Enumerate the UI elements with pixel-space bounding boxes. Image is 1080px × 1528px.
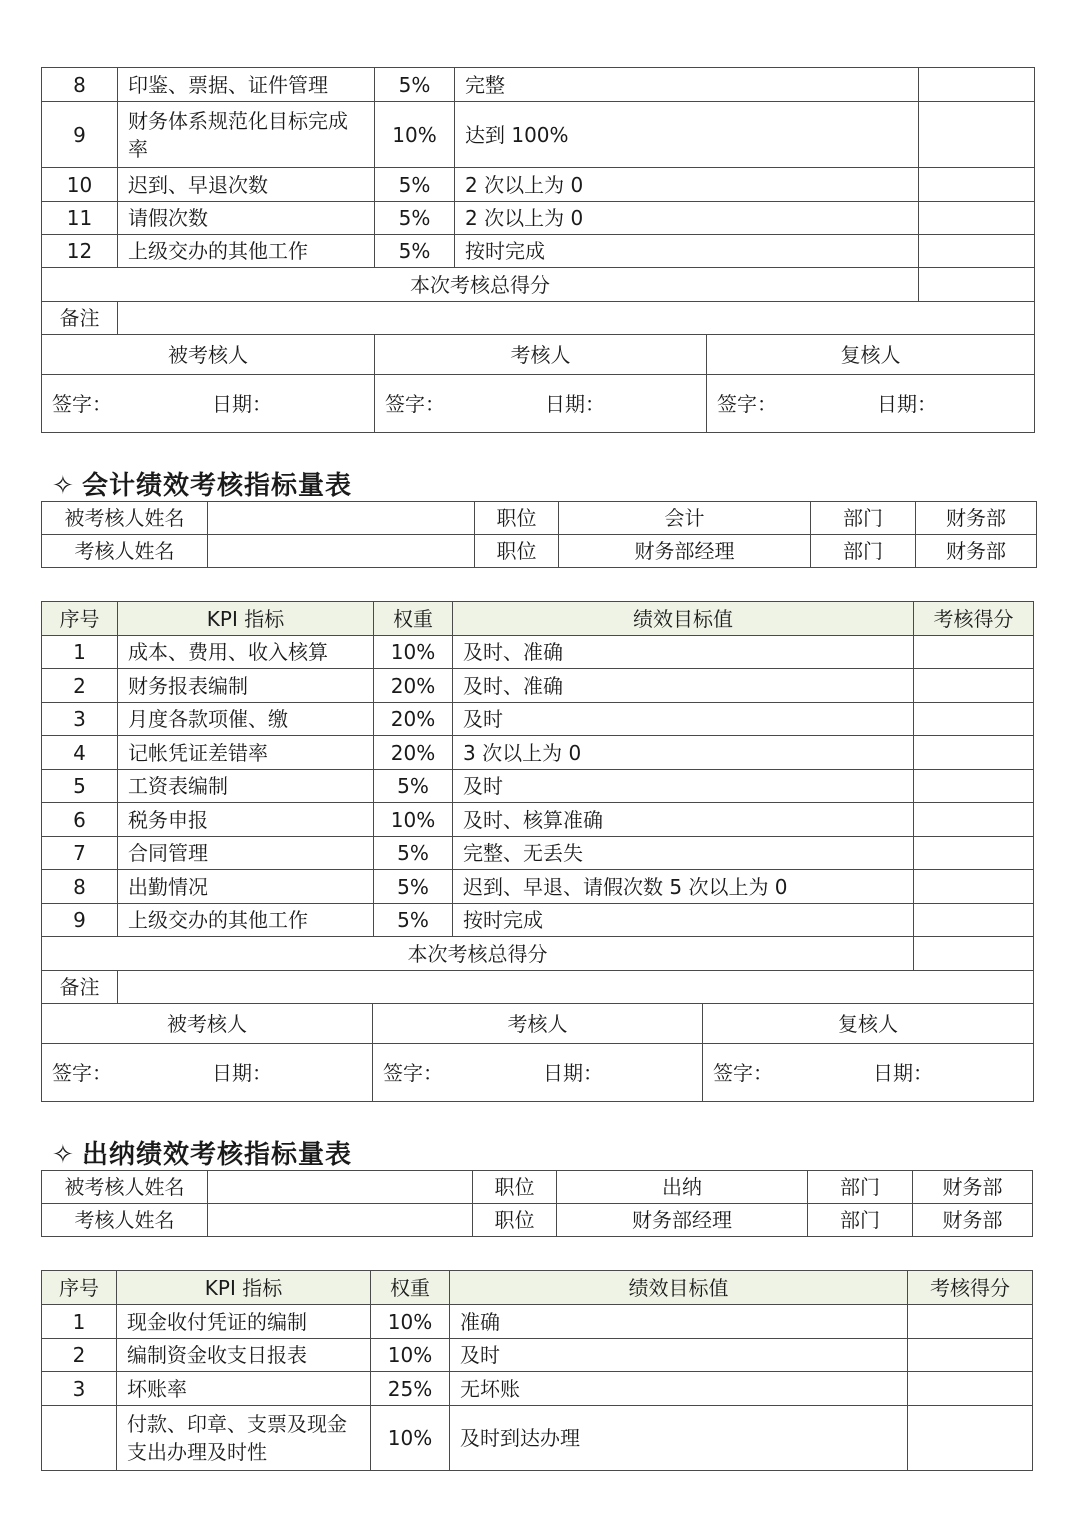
score-cell[interactable] bbox=[908, 1406, 1033, 1471]
weight-cell: 5% bbox=[375, 168, 455, 202]
kpi-cell: 合同管理 bbox=[118, 837, 374, 870]
kpi-cell: 印鉴、票据、证件管理 bbox=[118, 68, 375, 102]
score-cell[interactable] bbox=[908, 1305, 1033, 1339]
examinee-name-label: 被考核人姓名 bbox=[42, 502, 208, 535]
reviewer-signature-cell[interactable] bbox=[703, 1044, 1034, 1102]
weight-cell: 10% bbox=[371, 1305, 450, 1339]
remark-cell[interactable] bbox=[118, 971, 1034, 1004]
position-label: 职位 bbox=[473, 1204, 557, 1237]
weight-cell: 20% bbox=[374, 703, 453, 736]
accountant-info-block bbox=[41, 501, 1037, 568]
target-cell: 及时、准确 bbox=[453, 636, 914, 669]
kpi-cell: 编制资金收支日报表 bbox=[117, 1339, 371, 1372]
examiner-name-field[interactable] bbox=[208, 1204, 473, 1237]
seq-header: 序号 bbox=[42, 602, 118, 636]
target-cell: 及时 bbox=[450, 1339, 908, 1372]
weight-cell: 20% bbox=[374, 669, 453, 703]
target-cell: 迟到、早退、请假次数 5 次以上为 0 bbox=[453, 870, 914, 904]
previous-kpi-table bbox=[41, 67, 1035, 335]
weight-cell: 10% bbox=[371, 1406, 450, 1471]
row-number: 8 bbox=[42, 68, 118, 102]
sign-label: 签字： bbox=[713, 1060, 773, 1085]
kpi-cell: 迟到、早退次数 bbox=[118, 168, 375, 202]
row-number: 6 bbox=[42, 803, 118, 837]
signature-header-row bbox=[42, 335, 1035, 375]
table-row bbox=[42, 1305, 1033, 1339]
department-label: 部门 bbox=[808, 1204, 913, 1237]
date-label: 日期： bbox=[212, 391, 272, 416]
position-label: 职位 bbox=[475, 502, 559, 535]
score-cell[interactable] bbox=[914, 770, 1034, 803]
weight-cell: 5% bbox=[374, 904, 453, 937]
sparkle-icon: ✧ bbox=[52, 471, 75, 501]
target-cell: 及时、核算准确 bbox=[453, 803, 914, 837]
cashier-info-block bbox=[41, 1170, 1033, 1237]
row-number: 12 bbox=[42, 235, 118, 268]
accountant-info-table bbox=[41, 501, 1037, 568]
row-number: 5 bbox=[42, 770, 118, 803]
signature-row bbox=[42, 375, 1035, 433]
weight-cell: 5% bbox=[374, 770, 453, 803]
score-cell[interactable] bbox=[908, 1372, 1033, 1406]
target-cell: 准确 bbox=[450, 1305, 908, 1339]
table-row bbox=[42, 904, 1034, 937]
target-cell: 无坏账 bbox=[450, 1372, 908, 1406]
sign-label: 签字： bbox=[52, 391, 112, 416]
examiner-signature-cell[interactable] bbox=[373, 1044, 703, 1102]
kpi-cell: 工资表编制 bbox=[118, 770, 374, 803]
weight-cell: 5% bbox=[374, 837, 453, 870]
sign-label: 签字： bbox=[383, 1060, 443, 1085]
target-cell: 按时完成 bbox=[455, 235, 919, 268]
score-cell[interactable] bbox=[919, 102, 1035, 168]
weight-cell: 5% bbox=[375, 68, 455, 102]
table-row bbox=[42, 636, 1034, 669]
table-row bbox=[42, 68, 1035, 102]
kpi-header: KPI 指标 bbox=[117, 1271, 371, 1305]
total-score-label: 本次考核总得分 bbox=[42, 268, 919, 302]
target-cell: 及时 bbox=[453, 703, 914, 736]
kpi-cell: 税务申报 bbox=[118, 803, 374, 837]
table-row bbox=[42, 803, 1034, 837]
weight-cell: 10% bbox=[375, 102, 455, 168]
table-header-row bbox=[42, 602, 1034, 636]
target-header: 绩效目标值 bbox=[450, 1271, 908, 1305]
examiner-info-row bbox=[42, 1204, 1033, 1237]
cashier-info-table bbox=[41, 1170, 1033, 1237]
table-row bbox=[42, 202, 1035, 235]
examiner-department-value: 财务部 bbox=[913, 1204, 1033, 1237]
examiner-department-value: 财务部 bbox=[916, 535, 1037, 568]
kpi-cell: 财务体系规范化目标完成率 bbox=[118, 102, 375, 168]
row-number: 9 bbox=[42, 102, 118, 168]
table-row bbox=[42, 102, 1035, 168]
table-row bbox=[42, 1372, 1033, 1406]
kpi-cell: 记帐凭证差错率 bbox=[118, 736, 374, 770]
row-number: 10 bbox=[42, 168, 118, 202]
row-number: 8 bbox=[42, 870, 118, 904]
reviewer-header: 复核人 bbox=[707, 335, 1035, 375]
target-cell: 完整 bbox=[455, 68, 919, 102]
date-label: 日期： bbox=[543, 1060, 603, 1085]
weight-cell: 5% bbox=[374, 870, 453, 904]
weight-cell: 10% bbox=[371, 1339, 450, 1372]
total-score-row bbox=[42, 268, 1035, 302]
examiner-name-field[interactable] bbox=[208, 535, 475, 568]
examiner-info-row bbox=[42, 535, 1037, 568]
target-cell: 及时、准确 bbox=[453, 669, 914, 703]
examinee-header: 被考核人 bbox=[42, 1004, 373, 1044]
row-number: 1 bbox=[42, 1305, 117, 1339]
kpi-cell: 上级交办的其他工作 bbox=[118, 235, 375, 268]
table-row bbox=[42, 837, 1034, 870]
score-cell[interactable] bbox=[919, 235, 1035, 268]
weight-cell: 20% bbox=[374, 736, 453, 770]
examinee-signature-cell[interactable] bbox=[42, 375, 375, 433]
table-row bbox=[42, 1406, 1033, 1471]
table-row bbox=[42, 168, 1035, 202]
sparkle-icon: ✧ bbox=[52, 1140, 75, 1170]
examinee-department-value: 财务部 bbox=[913, 1171, 1033, 1204]
cashier-section-title bbox=[52, 1134, 352, 1171]
examiner-position-value: 财务部经理 bbox=[557, 1204, 808, 1237]
weight-cell: 25% bbox=[371, 1372, 450, 1406]
weight-cell: 10% bbox=[374, 636, 453, 669]
kpi-cell: 现金收付凭证的编制 bbox=[117, 1305, 371, 1339]
weight-cell: 5% bbox=[375, 202, 455, 235]
score-cell[interactable] bbox=[908, 1339, 1033, 1372]
examinee-signature-cell[interactable] bbox=[42, 1044, 373, 1102]
kpi-cell: 月度各款项催、缴 bbox=[118, 703, 374, 736]
examiner-signature-cell[interactable] bbox=[375, 375, 707, 433]
score-header: 考核得分 bbox=[908, 1271, 1033, 1305]
remark-cell[interactable] bbox=[118, 302, 1035, 335]
examinee-position-value: 会计 bbox=[559, 502, 811, 535]
row-number: 2 bbox=[42, 1339, 117, 1372]
examinee-info-row bbox=[42, 502, 1037, 535]
kpi-cell: 请假次数 bbox=[118, 202, 375, 235]
kpi-cell: 付款、印章、支票及现金支出办理及时性 bbox=[117, 1406, 371, 1471]
examiner-name-label: 考核人姓名 bbox=[42, 535, 208, 568]
table-row bbox=[42, 669, 1034, 703]
signature-table bbox=[41, 1003, 1034, 1102]
row-number: 11 bbox=[42, 202, 118, 235]
date-label: 日期： bbox=[212, 1060, 272, 1085]
row-number: 3 bbox=[42, 1372, 117, 1406]
row-number: 9 bbox=[42, 904, 118, 937]
target-header: 绩效目标值 bbox=[453, 602, 914, 636]
cashier-kpi-block bbox=[41, 1270, 1033, 1471]
remark-label: 备注 bbox=[42, 302, 118, 335]
accountant-kpi-block bbox=[41, 601, 1034, 1102]
score-cell[interactable] bbox=[914, 736, 1034, 770]
kpi-cell: 出勤情况 bbox=[118, 870, 374, 904]
table-row bbox=[42, 703, 1034, 736]
sign-label: 签字： bbox=[52, 1060, 112, 1085]
reviewer-signature-cell[interactable] bbox=[707, 375, 1035, 433]
cashier-title-text: 出纳绩效考核指标量表 bbox=[82, 1140, 353, 1170]
score-cell[interactable] bbox=[919, 168, 1035, 202]
examinee-position-value: 出纳 bbox=[557, 1171, 808, 1204]
accountant-kpi-table bbox=[41, 601, 1034, 1004]
date-label: 日期： bbox=[873, 1060, 933, 1085]
examinee-header: 被考核人 bbox=[42, 335, 375, 375]
sign-label: 签字： bbox=[385, 391, 445, 416]
score-cell[interactable] bbox=[914, 904, 1034, 937]
accountant-section-title bbox=[52, 465, 352, 502]
signature-header-row bbox=[42, 1004, 1034, 1044]
seq-header: 序号 bbox=[42, 1271, 117, 1305]
score-cell[interactable] bbox=[914, 870, 1034, 904]
date-label: 日期： bbox=[545, 391, 605, 416]
kpi-header: KPI 指标 bbox=[118, 602, 374, 636]
table-row bbox=[42, 235, 1035, 268]
weight-cell: 5% bbox=[375, 235, 455, 268]
examinee-name-field[interactable] bbox=[208, 1171, 473, 1204]
kpi-cell: 坏账率 bbox=[117, 1372, 371, 1406]
target-cell: 及时到达办理 bbox=[450, 1406, 908, 1471]
score-cell[interactable] bbox=[914, 703, 1034, 736]
score-cell[interactable] bbox=[914, 636, 1034, 669]
score-cell[interactable] bbox=[919, 202, 1035, 235]
reviewer-header: 复核人 bbox=[703, 1004, 1034, 1044]
row-number: 2 bbox=[42, 669, 118, 703]
target-cell: 2 次以上为 0 bbox=[455, 202, 919, 235]
score-cell[interactable] bbox=[914, 837, 1034, 870]
target-cell: 2 次以上为 0 bbox=[455, 168, 919, 202]
score-header: 考核得分 bbox=[914, 602, 1034, 636]
accountant-title-text: 会计绩效考核指标量表 bbox=[82, 471, 353, 501]
signature-table bbox=[41, 334, 1035, 433]
table-header-row bbox=[42, 1271, 1033, 1305]
total-score-cell[interactable] bbox=[919, 268, 1035, 302]
position-label: 职位 bbox=[475, 535, 559, 568]
kpi-cell: 上级交办的其他工作 bbox=[118, 904, 374, 937]
date-label: 日期： bbox=[877, 391, 937, 416]
table-row bbox=[42, 736, 1034, 770]
score-cell[interactable] bbox=[919, 68, 1035, 102]
remark-row bbox=[42, 971, 1034, 1004]
examinee-name-field[interactable] bbox=[208, 502, 475, 535]
table-row bbox=[42, 1339, 1033, 1372]
target-cell: 完整、无丢失 bbox=[453, 837, 914, 870]
row-number: 7 bbox=[42, 837, 118, 870]
target-cell: 3 次以上为 0 bbox=[453, 736, 914, 770]
total-score-label: 本次考核总得分 bbox=[42, 937, 914, 971]
table-row bbox=[42, 870, 1034, 904]
examinee-name-label: 被考核人姓名 bbox=[42, 1171, 208, 1204]
score-cell[interactable] bbox=[914, 669, 1034, 703]
previous-kpi-table-block bbox=[41, 67, 1035, 433]
row-number: 4 bbox=[42, 736, 118, 770]
row-number: 3 bbox=[42, 703, 118, 736]
examiner-header: 考核人 bbox=[375, 335, 707, 375]
row-number bbox=[42, 1406, 117, 1471]
kpi-cell: 成本、费用、收入核算 bbox=[118, 636, 374, 669]
target-cell: 及时 bbox=[453, 770, 914, 803]
weight-header: 权重 bbox=[374, 602, 453, 636]
examiner-position-value: 财务部经理 bbox=[559, 535, 811, 568]
sign-label: 签字： bbox=[717, 391, 777, 416]
department-label: 部门 bbox=[808, 1171, 913, 1204]
total-score-cell[interactable] bbox=[914, 937, 1034, 971]
examiner-header: 考核人 bbox=[373, 1004, 703, 1044]
total-score-row bbox=[42, 937, 1034, 971]
examinee-info-row bbox=[42, 1171, 1033, 1204]
score-cell[interactable] bbox=[914, 803, 1034, 837]
target-cell: 按时完成 bbox=[453, 904, 914, 937]
remark-label: 备注 bbox=[42, 971, 118, 1004]
position-label: 职位 bbox=[473, 1171, 557, 1204]
weight-header: 权重 bbox=[371, 1271, 450, 1305]
kpi-cell: 财务报表编制 bbox=[118, 669, 374, 703]
examiner-name-label: 考核人姓名 bbox=[42, 1204, 208, 1237]
remark-row bbox=[42, 302, 1035, 335]
cashier-kpi-table bbox=[41, 1270, 1033, 1471]
signature-row bbox=[42, 1044, 1034, 1102]
row-number: 1 bbox=[42, 636, 118, 669]
examinee-department-value: 财务部 bbox=[916, 502, 1037, 535]
table-row bbox=[42, 770, 1034, 803]
department-label: 部门 bbox=[811, 502, 916, 535]
weight-cell: 10% bbox=[374, 803, 453, 837]
target-cell: 达到 100% bbox=[455, 102, 919, 168]
department-label: 部门 bbox=[811, 535, 916, 568]
